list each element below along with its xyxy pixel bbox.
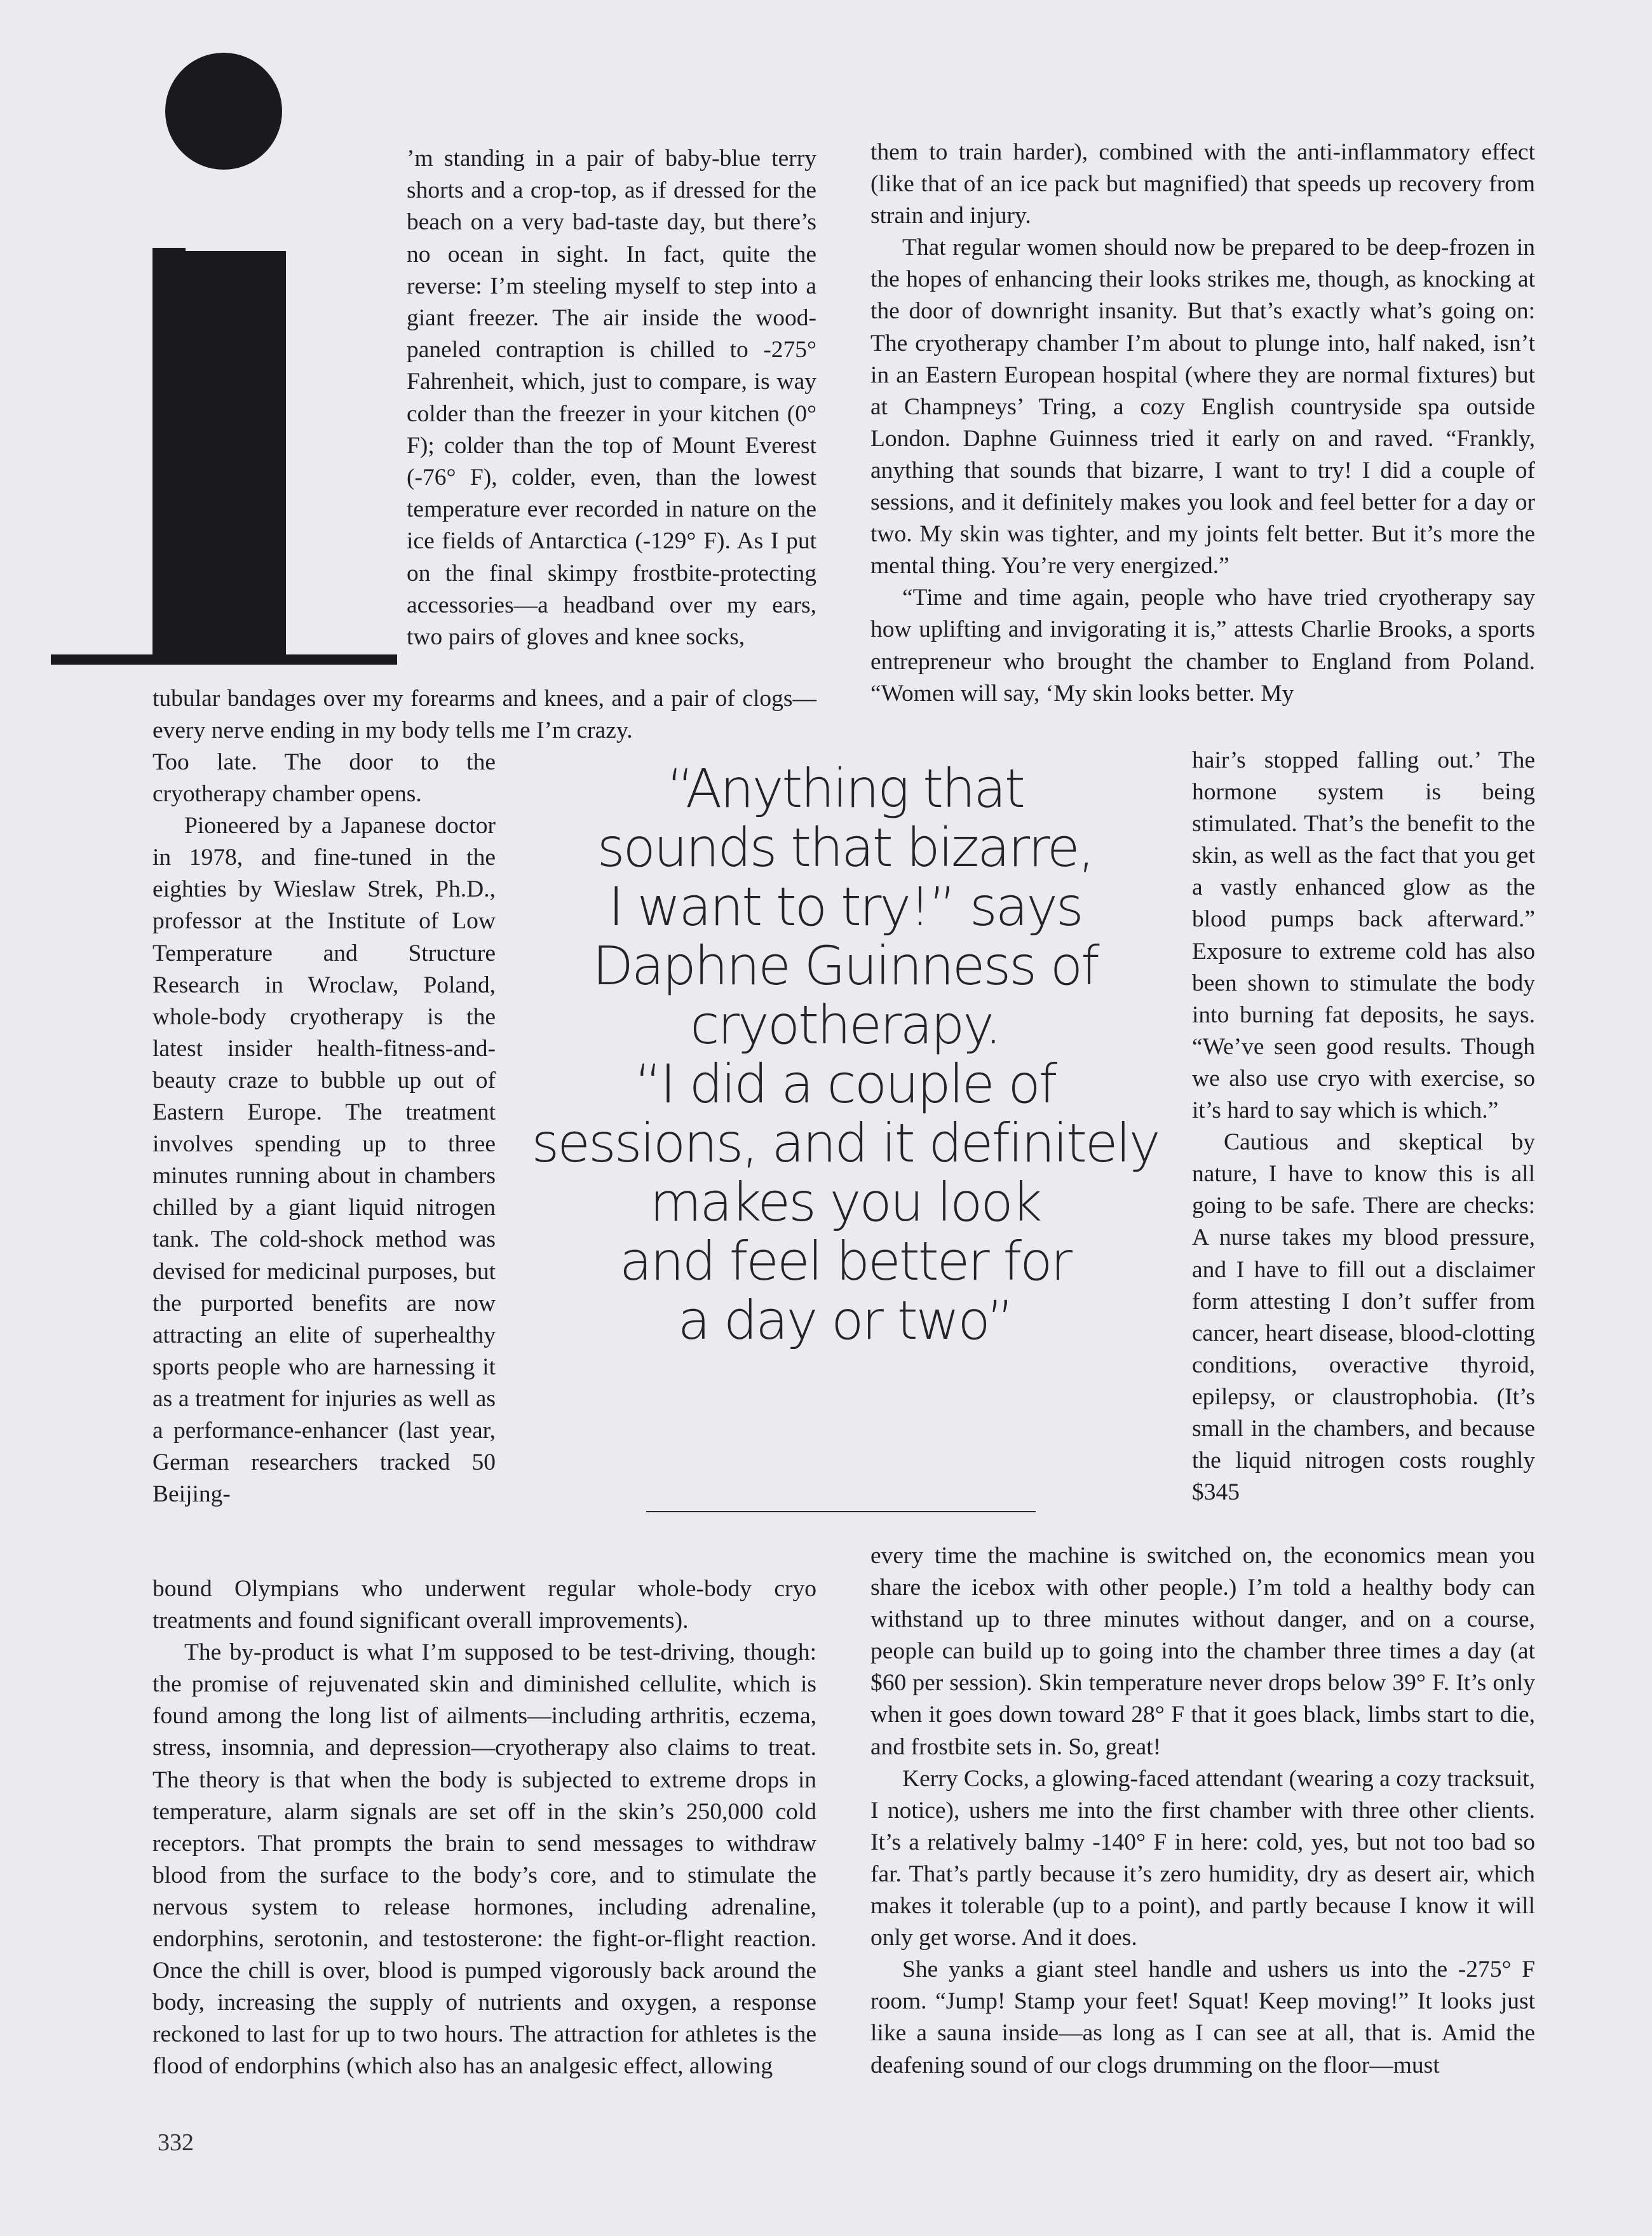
paragraph: The by-product is what I’m supposed to be test-driving, though: the promise of rejuvenated skin and diminished cellulite, which is found among the long list of ailments—including arthritis, eczema, stress, insomnia, and depression—cryotherapy also claims to treat. The theory is that when the body is subjected to extreme drops in temperature, alarm signals are set off in the skin’s 250,000 cold receptors. That prompts the brain to send messages to withdraw blood from the surface to the body’s core, and to stimulate the nervous system to release hormones, including adrenaline, endorphins, serotonin, and testosterone: the fight-or-flight reaction. Once the chill is over, blood is pumped vigorously back around the body, increasing the supply of nutrients and oxygen, a response reckoned to last for up to two hours. The attraction for athletes is the flood of endorphins (which also has an analgesic effect, allowing	[152, 1639, 816, 2080]
pull-quote-line: and feel better for	[620, 1230, 1071, 1292]
pull-quote-line: sessions, and it definitely	[531, 1112, 1159, 1174]
paragraph: She yanks a giant steel handle and ushers us into the -275° F room. “Jump! Stamp your feet! Squat! Keep moving!” It looks just like a sauna inside—as long as I can see at all, that is. Amid the deafening sound of our clogs drumming on the floor—must	[870, 1956, 1535, 2078]
pull-quote-line: cryotherapy.	[690, 994, 1000, 1056]
right-narrow-column	[1192, 745, 1535, 1508]
page-number: 332	[158, 2129, 194, 2156]
paragraph: “Time and time again, people who have tried cryotherapy say how uplifting and invigorating it is,” attests Charlie Brooks, a sports entrepreneur who brought the chamber to England from Poland. “Women will say, ‘My skin looks better. My	[870, 585, 1535, 707]
paragraph: tubular bandages over my forearms and knees, and a pair of clogs—every nerve ending in my body tells me I’m crazy.	[152, 686, 816, 744]
paragraph: them to train harder), combined with the anti-inflammatory effect (like that of an ice pack but magnified) that speeds up recovery from strain and injury.	[870, 139, 1535, 229]
left-column-top	[152, 683, 816, 747]
pull-quote-line: makes you look	[649, 1171, 1041, 1233]
pull-quote-line: “Anything that	[667, 757, 1024, 820]
right-column-top	[870, 137, 1535, 710]
paragraph: Kerry Cocks, a glowing-faced attendant (wearing a cozy tracksuit, I notice), ushers me into the first chamber with three other clients. It’s a relatively balmy -140° F in here: cold, yes, but not too bad so far. That’s partly because it’s zero humidity, dry as desert air, which makes it tolerable (up to a point), and partly because I know it will only get worse. And it does.	[870, 1765, 1535, 1951]
pull-quote-line: “I did a couple of	[634, 1053, 1056, 1115]
pull-quote	[515, 759, 1175, 1350]
paragraph: Cautious and skeptical by nature, I have to know this is all going to be safe. There are checks: A nurse takes my blood pressure, and I have to fill out a disclaimer form attesting I don’t suffer from cancer, heart disease, blood-clotting conditions, overactive thyroid, epilepsy, or claustrophobia. (It’s small in the chambers, and because the liquid nitrogen costs roughly $345	[1192, 1129, 1535, 1506]
paragraph: hair’s stopped falling out.’ The hormone system is being stimulated. That’s the benefit to the skin, as well as the fact that you get a vastly enhanced glow as the blood pumps back afterward.” Exposure to extreme cold has also been shown to stimulate the body into burning fat deposits, he says. “We’ve seen good results. Though we also use cryo with exercise, so it’s hard to say which is which.”	[1192, 747, 1535, 1124]
left-column-bottom	[152, 1573, 816, 2083]
paragraph: That regular women should now be prepared to be deep-frozen in the hopes of enhancing their looks strikes me, though, as knocking at the door of downright insanity. But that’s exactly what’s going on: The cryotherapy chamber I’m about to plunge into, half naked, isn’t in an Eastern European hospital (where they are normal fixtures) but at Champneys’ Tring, a cozy English countryside spa outside London. Daphne Guinness tried it early on and raved. “Frankly, anything that sounds that bizarre, I want to try! I did a couple of sessions, and it definitely makes you look and feel better for a day or two. My skin was tighter, and my joints felt better. But it’s more the mental thing. You’re very energized.”	[870, 234, 1535, 579]
opening-paragraph	[407, 143, 816, 653]
paragraph: bound Olympians who underwent regular whole-body cryo treatments and found significant overall improvements).	[152, 1576, 816, 1634]
left-narrow-column	[152, 747, 496, 1510]
pull-quote-line: a day or two”	[677, 1289, 1013, 1352]
pull-quote-line: sounds that bizarre,	[597, 816, 1093, 879]
opening-text: ’m standing in a pair of baby-blue terry shorts and a crop-top, as if dressed for the beach on a very bad-taste day, but there’s no ocean in sight. In fact, quite the reverse: I’m steeling myself to step into a giant freezer. The air inside the wood-paneled contraption is chilled to -275° Fahrenheit, which, just to compare, is way colder than the freezer in your kitchen (0° F); colder than the top of Mount Everest (-76° F), colder, even, than the lowest temperature ever recorded in nature on the ice fields of Antarctica (-129° F). As I put on the final skimpy frostbite-protecting accessories—a headband over my ears, two pairs of gloves and knee socks,	[407, 146, 816, 651]
pull-quote-rule	[646, 1511, 1036, 1512]
paragraph: Pioneered by a Japanese doctor in 1978, and fine-tuned in the eighties by Wieslaw Strek, Ph.D., professor at the Institute of Low Temperature and Structure Research in Wroclaw, Poland, whole-body cryotherapy is the latest insider health-fitness-and-beauty craze to bubble up out of Eastern Europe. The treatment involves spending up to three minutes running about in chambers chilled by a giant liquid nitrogen tank. The cold-shock method was devised for medicinal purposes, but the purported benefits are now attracting an elite of superhealthy sports people who are harnessing it as a treatment for injuries as well as a performance-enhancer (last year, German researchers tracked 50 Beijing-	[152, 813, 496, 1508]
paragraph: Too late. The door to the cryotherapy chamber opens.	[152, 749, 496, 808]
pull-quote-line: I want to try!” says	[608, 876, 1082, 938]
drop-cap-letter-i	[44, 48, 400, 677]
right-column-bottom	[870, 1540, 1535, 2082]
pull-quote-line: Daphne Guinness of	[592, 935, 1098, 997]
paragraph: every time the machine is switched on, the economics mean you share the icebox with other people.) I’m told a healthy body can withstand up to three minutes without danger, and on a course, people can build up to going into the chamber three times a day (at $60 per session). Skin temperature never drops below 39° F. It’s only when it goes down toward 28° F that it goes black, limbs start to die, and frostbite sets in. So, great!	[870, 1543, 1535, 1760]
